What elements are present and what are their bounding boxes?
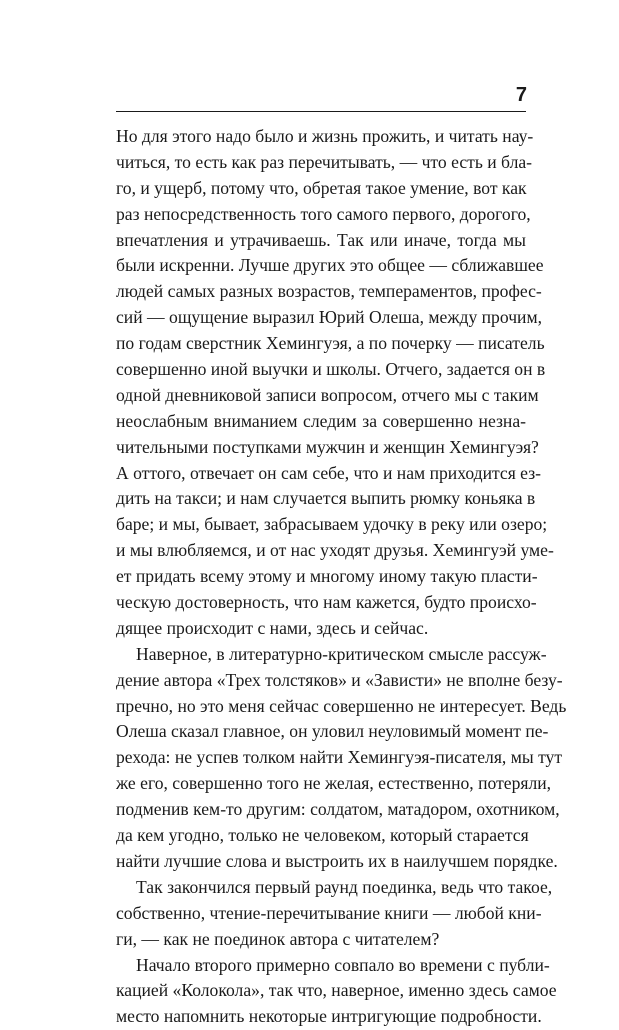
text-line: людей самых разных возрастов, темпераментов, профес- [116, 279, 526, 305]
text-line: место напомнить некоторые интригующие подробности. [116, 1004, 526, 1030]
text-line: дение автора «Трех толстяков» и «Зависти» не вполне безу- [116, 668, 526, 694]
paragraph [116, 124, 526, 642]
text-line: Наверное, в литературно-критическом смысле рассуж- [116, 642, 526, 668]
text-line: ги, — как не поединок автора с читателем? [116, 927, 526, 953]
text-line: баре; и мы, бывает, забрасываем удочку в реку или озеро; [116, 512, 526, 538]
text-line: читься, то есть как раз перечитывать, — что есть и бла- [116, 150, 526, 176]
page-number: 7 [516, 84, 527, 107]
text-line: сий — ощущение выразил Юрий Олеша, между прочим, [116, 305, 526, 331]
text-line: А оттого, отвечает он сам себе, что и нам приходится ез- [116, 461, 526, 487]
text-line: Но для этого надо было и жизнь прожить, и читать нау- [116, 124, 526, 150]
text-line: впечатления и утрачиваешь. Так или иначе, тогда мы [116, 228, 526, 254]
text-line: раз непосредственность того самого первого, дорогого, [116, 202, 526, 228]
paragraph [116, 875, 526, 953]
text-line: рехода: не успев толком найти Хемингуэя-писателя, мы тут [116, 745, 526, 771]
text-line: одной дневниковой записи вопросом, отчего мы с таким [116, 383, 526, 409]
text-line: собственно, чтение-перечитывание книги — любой кни- [116, 901, 526, 927]
text-line: да кем угодно, только не человеком, который старается [116, 823, 526, 849]
text-line: найти лучшие слова и выстроить их в наилучшем порядке. [116, 849, 526, 875]
text-line: неослабным вниманием следим за совершенно незна- [116, 409, 526, 435]
text-line: пречно, но это меня сейчас совершенно не интересует. Ведь [116, 694, 526, 720]
text-line: ческую достоверность, что нам кажется, будто происхо- [116, 590, 526, 616]
text-line: Олеша сказал главное, он уловил неуловимый момент пе- [116, 719, 526, 745]
text-line: ет придать всему этому и многому иному такую пласти- [116, 564, 526, 590]
text-line: дящее происходит с нами, здесь и сейчас. [116, 616, 526, 642]
text-line: были искренни. Лучше других это общее — сближавшее [116, 253, 526, 279]
body-text [116, 124, 526, 1030]
text-line: по годам сверстник Хемингуэя, а по почерку — писатель [116, 331, 526, 357]
text-line: и мы влюбляемся, и от нас уходят друзья. Хемингуэй уме- [116, 538, 526, 564]
text-line: дить на такси; и нам случается выпить рюмку коньяка в [116, 486, 526, 512]
text-line: го, и ущерб, потому что, обретая такое умение, вот как [116, 176, 526, 202]
paragraph [116, 953, 526, 1030]
text-line: же его, совершенно того не желая, естественно, потеряли, [116, 771, 526, 797]
header-rule [116, 111, 526, 112]
text-line: подменив кем-то другим: солдатом, матадором, охотником, [116, 797, 526, 823]
text-line: чительными поступками мужчин и женщин Хемингуэя? [116, 435, 526, 461]
text-line: Так закончился первый раунд поединка, ведь что такое, [116, 875, 526, 901]
text-line: кацией «Колокола», так что, наверное, именно здесь самое [116, 978, 526, 1004]
paragraph [116, 642, 526, 875]
text-line: совершенно иной выучки и школы. Отчего, задается он в [116, 357, 526, 383]
text-line: Начало второго примерно совпало во времени с публи- [116, 953, 526, 979]
